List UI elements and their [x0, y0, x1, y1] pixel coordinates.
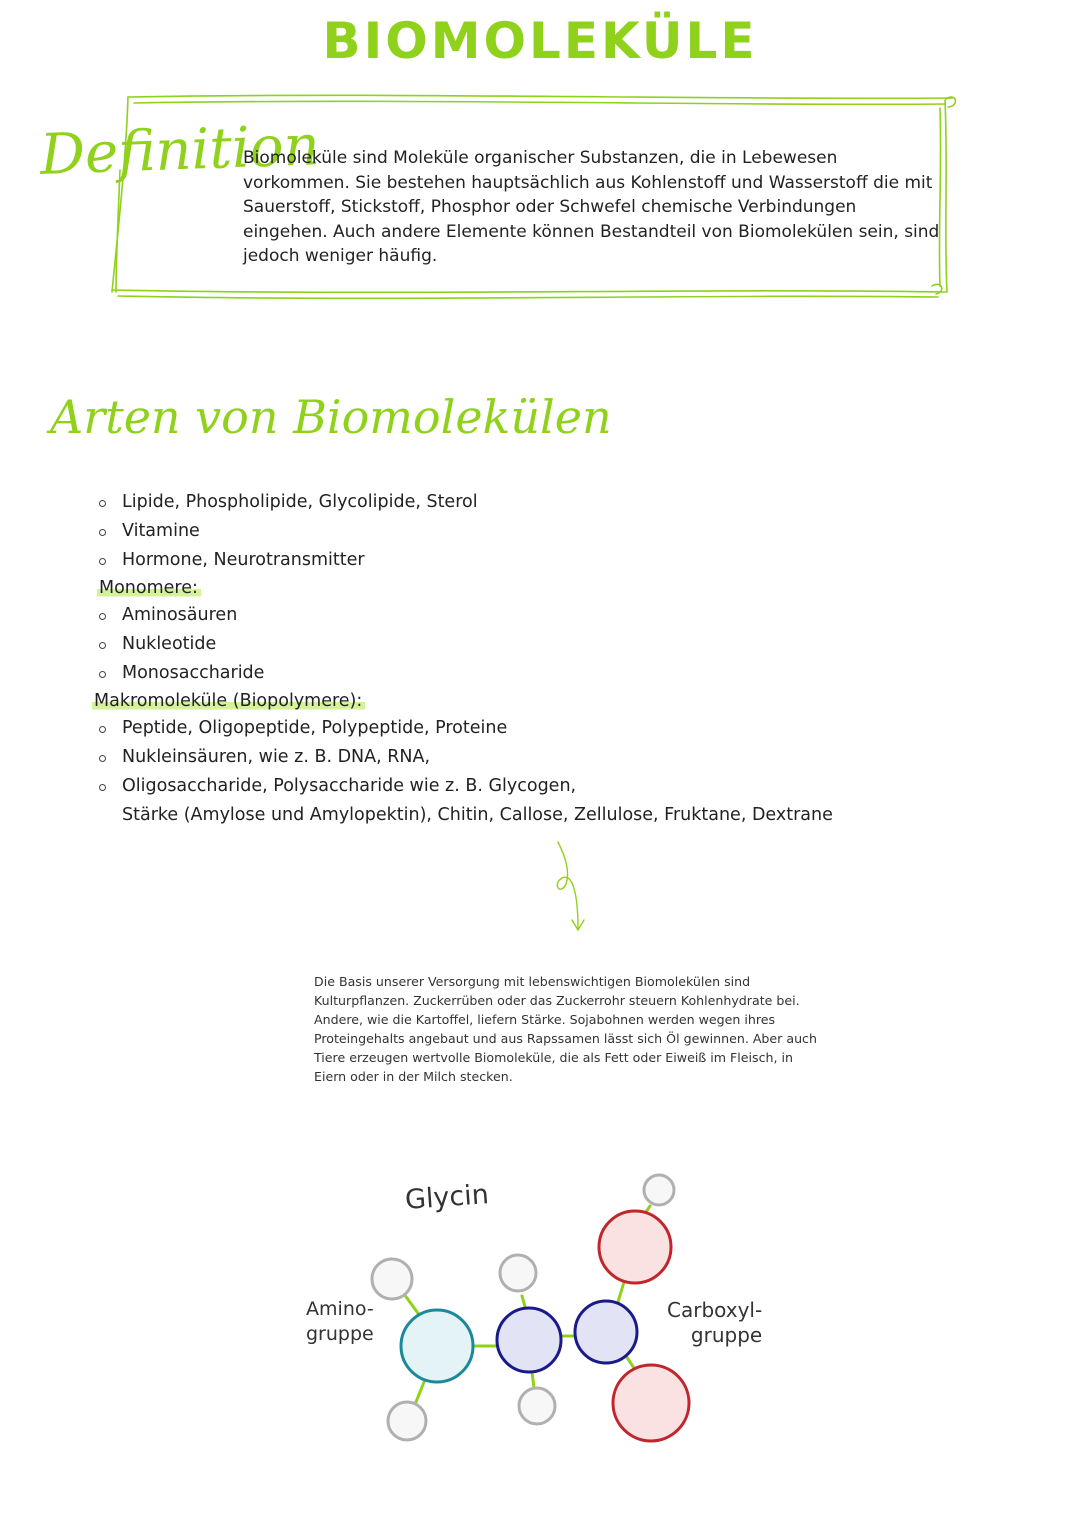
hydrogen-atom — [372, 1259, 412, 1299]
types-heading: Arten von Biomolekülen — [50, 390, 612, 444]
makro-heading: Makromoleküle (Biopolymere): — [90, 688, 995, 714]
definition-label: Definition — [38, 113, 321, 188]
list-item: Nukleinsäuren, wie z. B. DNA, RNA, — [95, 743, 995, 772]
list-item: Aminosäuren — [95, 601, 995, 630]
list-item: Vitamine — [95, 517, 995, 546]
list-item: Monosaccharide — [95, 659, 995, 688]
oxygen-atom — [613, 1365, 689, 1441]
nitrogen-atom — [401, 1310, 473, 1382]
carbon-atom — [575, 1301, 637, 1363]
hydrogen-atom — [388, 1402, 426, 1440]
hydrogen-atom — [644, 1175, 674, 1205]
list-item: Peptide, Oligopeptide, Polypeptide, Proteine — [95, 714, 995, 743]
amino-group-label: Amino- gruppe — [306, 1298, 374, 1345]
carbon-atom — [497, 1308, 561, 1372]
list-item: Oligosaccharide, Polysaccharide wie z. B. Glycogen, — [95, 772, 995, 801]
definition-text: Biomoleküle sind Moleküle organischer Substanzen, die in Lebewesen vorkommen. Sie bestehen hauptsächlich aus Kohlenstoff und Wasserstoff die mit Sauerstoff, Stickstoff, Phosphor oder Schwefel chemische Verbindungen eingehen. Auch andere Elemente können Bestandteil von Biomolekülen sein, sind jedoch weniger häufig. — [243, 148, 940, 266]
info-paragraph: Die Basis unserer Versorgung mit lebenswichtigen Biomolekülen sind Kulturpflanzen. Zuckerrüben oder das Zuckerrohr steuern Kohlenhydrate bei. Andere, wie die Kartoffel, liefern Stärke. Sojabohnen werden wegen ihres Proteingehalts angebaut und aus Rapssamen lässt sich Öl gewinnen. Aber auch Tiere erzeugen wertvolle Biomoleküle, die als Fett oder Eiweiß im Fleisch, in Eiern oder in der Milch stecken. — [314, 974, 817, 1084]
molecule-name: Glycin — [404, 1179, 490, 1216]
page-title: BIOMOLEKÜLE — [322, 12, 758, 70]
hydrogen-atom — [500, 1255, 536, 1291]
list-item: Hormone, Neurotransmitter — [95, 546, 995, 575]
carboxyl-group-label: Carboxyl- gruppe — [667, 1298, 763, 1347]
oxygen-atom — [599, 1211, 671, 1283]
list-item: Nukleotide — [95, 630, 995, 659]
list-item: Lipide, Phospholipide, Glycolipide, Sterol — [95, 488, 995, 517]
list-item-continuation: Stärke (Amylose und Amylopektin), Chitin, Callose, Zellulose, Fruktane, Dextrane — [122, 805, 833, 825]
hydrogen-atom — [519, 1388, 555, 1424]
monomere-heading: Monomere: — [95, 575, 995, 601]
